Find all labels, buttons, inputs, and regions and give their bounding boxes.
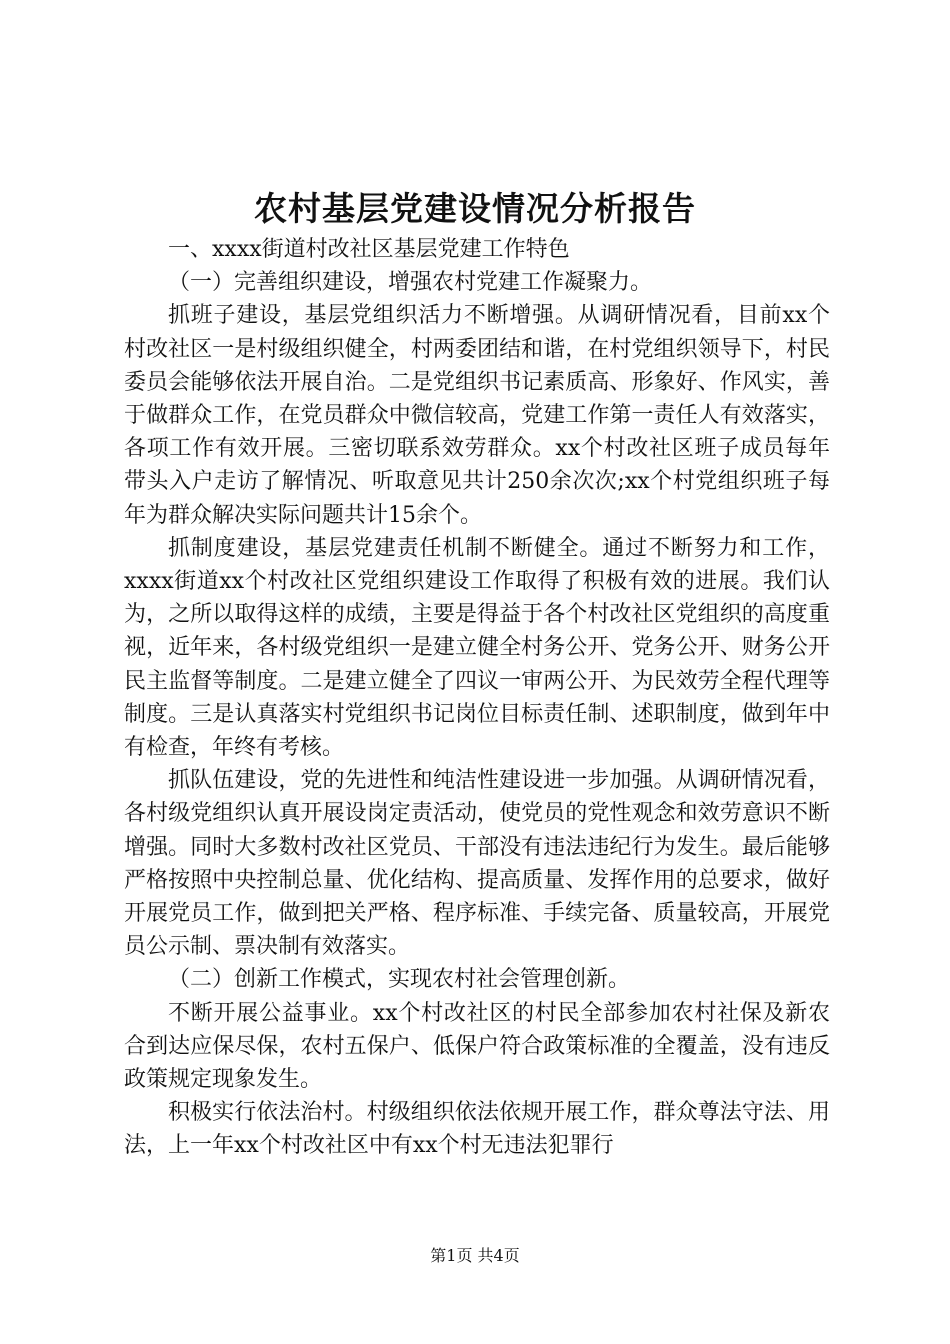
paragraph-section-heading: 一、xxxx街道村改社区基层党建工作特色 (168, 237, 570, 262)
paragraph-subheading-2: （二）创新工作模式，实现农村社会管理创新。 (168, 967, 631, 993)
paragraph-team-quality: 抓队伍建设，党的先进性和纯洁性建设进一步加强。从调研情况看，各村级党组织认真开展设岗定责活动，使党员的党性观念和效劳意识不断增强。同时大多数村改社区党员、干部没有违法违纪行为发生。最后能够严格按照中央控制总量、优化结构、提高质量、发挥作用的总要求，做好开展党员工作，做到把关严格、程序标准、手续完备、质量较高，开展党员公示制、票决制有效落实。 (124, 768, 830, 960)
document-body (124, 233, 830, 1163)
paragraph-subheading-1: （一）完善组织建设，增强农村党建工作凝聚力。 (168, 270, 653, 296)
paragraph-system-building: 抓制度建设，基层党建责任机制不断健全。通过不断努力和工作，xxxx街道xx个村改社区党组织建设工作取得了积极有效的进展。我们认为，之所以取得这样的成绩，主要是得益于各个村改社区党组织的高度重视，近年来，各村级党组织一是建立健全村务公开、党务公开、财务公开民主监督等制度。二是建立健全了四议一审两公开、为民效劳全程代理等制度。三是认真落实村党组织书记岗位目标责任制、述职制度，做到年中有检查，年终有考核。 (124, 535, 830, 761)
paragraph-team-building: 抓班子建设，基层党组织活力不断增强。从调研情况看，目前xx个村改社区一是村级组织健全，村两委团结和谐，在村党组织领导下，村民委员会能够依法开展自治。二是党组织书记素质高、形象好、作风实，善于做群众工作，在党员群众中微信较高，党建工作第一责任人有效落实，各项工作有效开展。三密切联系效劳群众。xx个村改社区班子成员每年带头入户走访了解情况、听取意见共计250余次次;xx个村党组织班子每年为群众解决实际问题共计15余个。 (124, 303, 830, 528)
paragraph-rule-of-law: 积极实行依法治村。村级组织依法依规开展工作，群众尊法守法、用法，上一年xx个村改社区中有xx个村无违法犯罪行 (124, 1100, 830, 1159)
paragraph-public-welfare: 不断开展公益事业。xx个村改社区的村民全部参加农村社保及新农合到达应保尽保，农村五保户、低保户符合政策标准的全覆盖，没有违反政策规定现象发生。 (124, 1000, 830, 1093)
page-footer: 第1页 共4页 (430, 1246, 520, 1265)
document-title: 农村基层党建设情况分析报告 (254, 189, 696, 228)
